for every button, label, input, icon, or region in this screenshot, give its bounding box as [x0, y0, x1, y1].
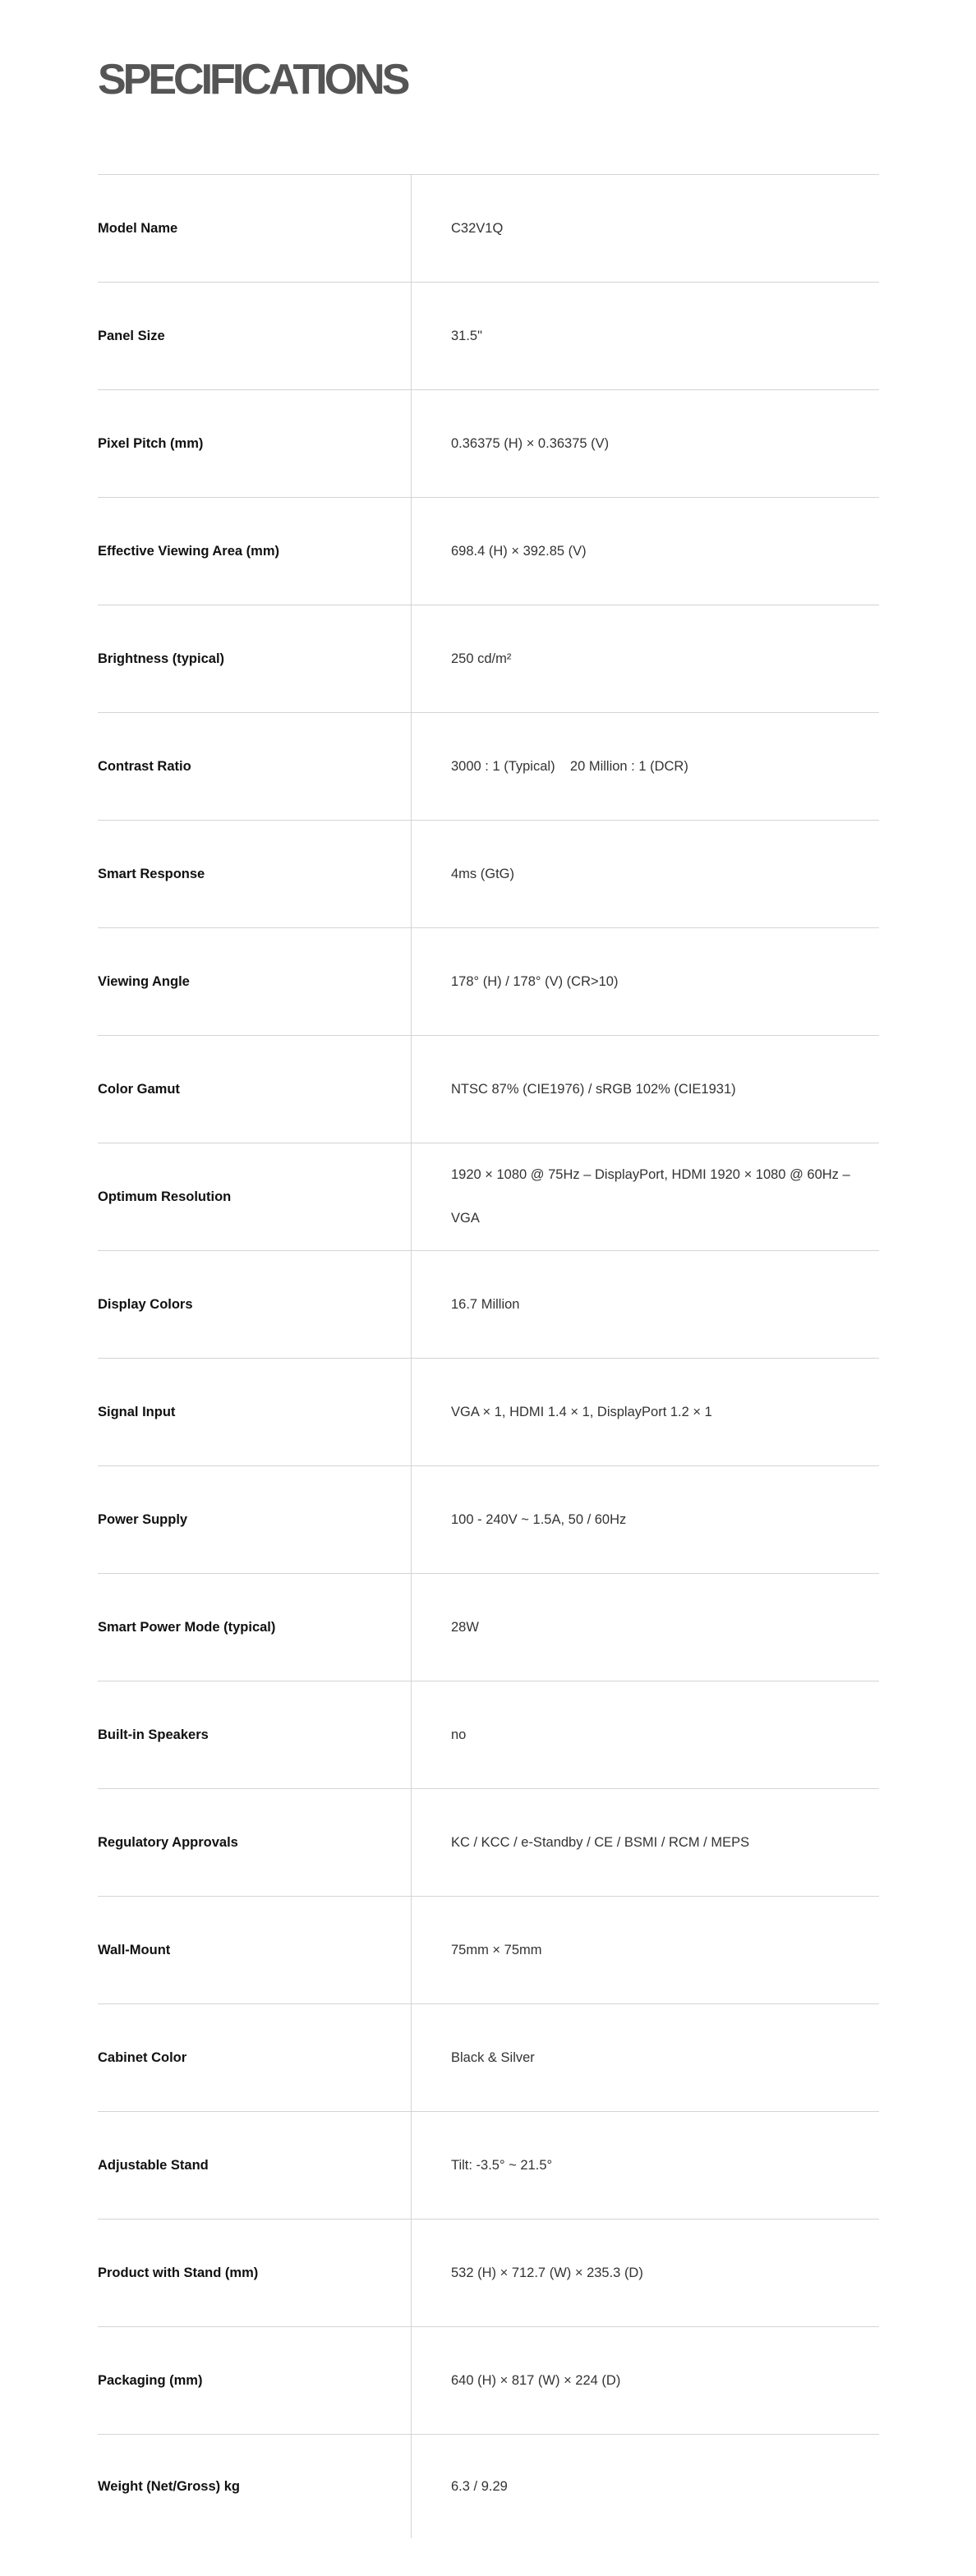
spec-value: NTSC 87% (CIE1976) / sRGB 102% (CIE1931) [451, 1081, 736, 1097]
spec-row-signal-input [98, 1359, 879, 1466]
spec-label: Built-in Speakers [98, 1681, 412, 1788]
spec-row-optimum-resolution [98, 1143, 879, 1251]
spec-value: 4ms (GtG) [451, 866, 514, 881]
spec-row-cabinet-color [98, 2004, 879, 2112]
spec-value: 640 (H) × 817 (W) × 224 (D) [451, 2372, 621, 2388]
spec-value: 100 - 240V ~ 1.5A, 50 / 60Hz [451, 1511, 627, 1527]
spec-label: Cabinet Color [98, 2004, 412, 2111]
spec-label: Smart Power Mode (typical) [98, 1574, 412, 1681]
spec-value: Tilt: -3.5° ~ 21.5° [451, 2157, 553, 2173]
specifications-table [98, 174, 879, 2538]
spec-value: 178° (H) / 178° (V) (CR>10) [451, 973, 619, 989]
spec-value: 532 (H) × 712.7 (W) × 235.3 (D) [451, 2265, 643, 2280]
spec-row-regulatory-approvals [98, 1789, 879, 1897]
spec-row-packaging [98, 2327, 879, 2435]
spec-label: Display Colors [98, 1251, 412, 1358]
page-title: SPECIFICATIONS [98, 56, 407, 104]
spec-value: 698.4 (H) × 392.85 (V) [451, 543, 587, 559]
spec-label: Pixel Pitch (mm) [98, 390, 412, 497]
spec-row-wall-mount [98, 1897, 879, 2004]
spec-row-contrast-ratio [98, 713, 879, 821]
spec-row-model-name [98, 175, 879, 283]
spec-label: Brightness (typical) [98, 605, 412, 712]
spec-value: 250 cd/m² [451, 651, 512, 666]
spec-row-effective-viewing-area [98, 498, 879, 605]
spec-value: 1920 × 1080 @ 75Hz – DisplayPort, HDMI 1920 × 1080 @ 60Hz – VGA [451, 1167, 850, 1226]
spec-row-color-gamut [98, 1036, 879, 1143]
spec-label: Panel Size [98, 283, 412, 389]
spec-row-pixel-pitch [98, 390, 879, 498]
spec-row-viewing-angle [98, 928, 879, 1036]
spec-label: Model Name [98, 175, 412, 282]
spec-label: Adjustable Stand [98, 2112, 412, 2219]
spec-label: Signal Input [98, 1359, 412, 1465]
spec-label: Effective Viewing Area (mm) [98, 498, 412, 605]
spec-value: 28W [451, 1619, 479, 1635]
spec-value: 16.7 Million [451, 1296, 520, 1312]
spec-label: Color Gamut [98, 1036, 412, 1143]
spec-value: 75mm × 75mm [451, 1942, 542, 1957]
spec-label: Optimum Resolution [98, 1143, 412, 1250]
spec-row-product-with-stand [98, 2220, 879, 2327]
spec-value: 3000 : 1 (Typical) 20 Million : 1 (DCR) [451, 758, 688, 774]
spec-value: 6.3 / 9.29 [451, 2478, 508, 2494]
spec-row-weight [98, 2435, 879, 2538]
spec-label: Wall-Mount [98, 1897, 412, 2003]
spec-value: C32V1Q [451, 220, 504, 236]
spec-row-smart-power-mode [98, 1574, 879, 1681]
spec-row-adjustable-stand [98, 2112, 879, 2220]
spec-row-panel-size [98, 283, 879, 390]
spec-label: Viewing Angle [98, 928, 412, 1035]
spec-label: Packaging (mm) [98, 2327, 412, 2434]
spec-value: no [451, 1727, 467, 1742]
spec-label: Contrast Ratio [98, 713, 412, 820]
spec-value: Black & Silver [451, 2049, 535, 2065]
spec-row-smart-response [98, 821, 879, 928]
spec-value: KC / KCC / e-Standby / CE / BSMI / RCM / MEPS [451, 1834, 750, 1850]
spec-value: 31.5" [451, 328, 482, 343]
spec-label: Product with Stand (mm) [98, 2220, 412, 2326]
spec-label: Weight (Net/Gross) kg [98, 2435, 412, 2538]
spec-row-display-colors [98, 1251, 879, 1359]
spec-label: Power Supply [98, 1466, 412, 1573]
spec-value: 0.36375 (H) × 0.36375 (V) [451, 435, 610, 451]
spec-row-power-supply [98, 1466, 879, 1574]
spec-row-brightness [98, 605, 879, 713]
spec-value: VGA × 1, HDMI 1.4 × 1, DisplayPort 1.2 × 1 [451, 1404, 712, 1419]
spec-label: Regulatory Approvals [98, 1789, 412, 1896]
spec-label: Smart Response [98, 821, 412, 927]
spec-row-built-in-speakers [98, 1681, 879, 1789]
